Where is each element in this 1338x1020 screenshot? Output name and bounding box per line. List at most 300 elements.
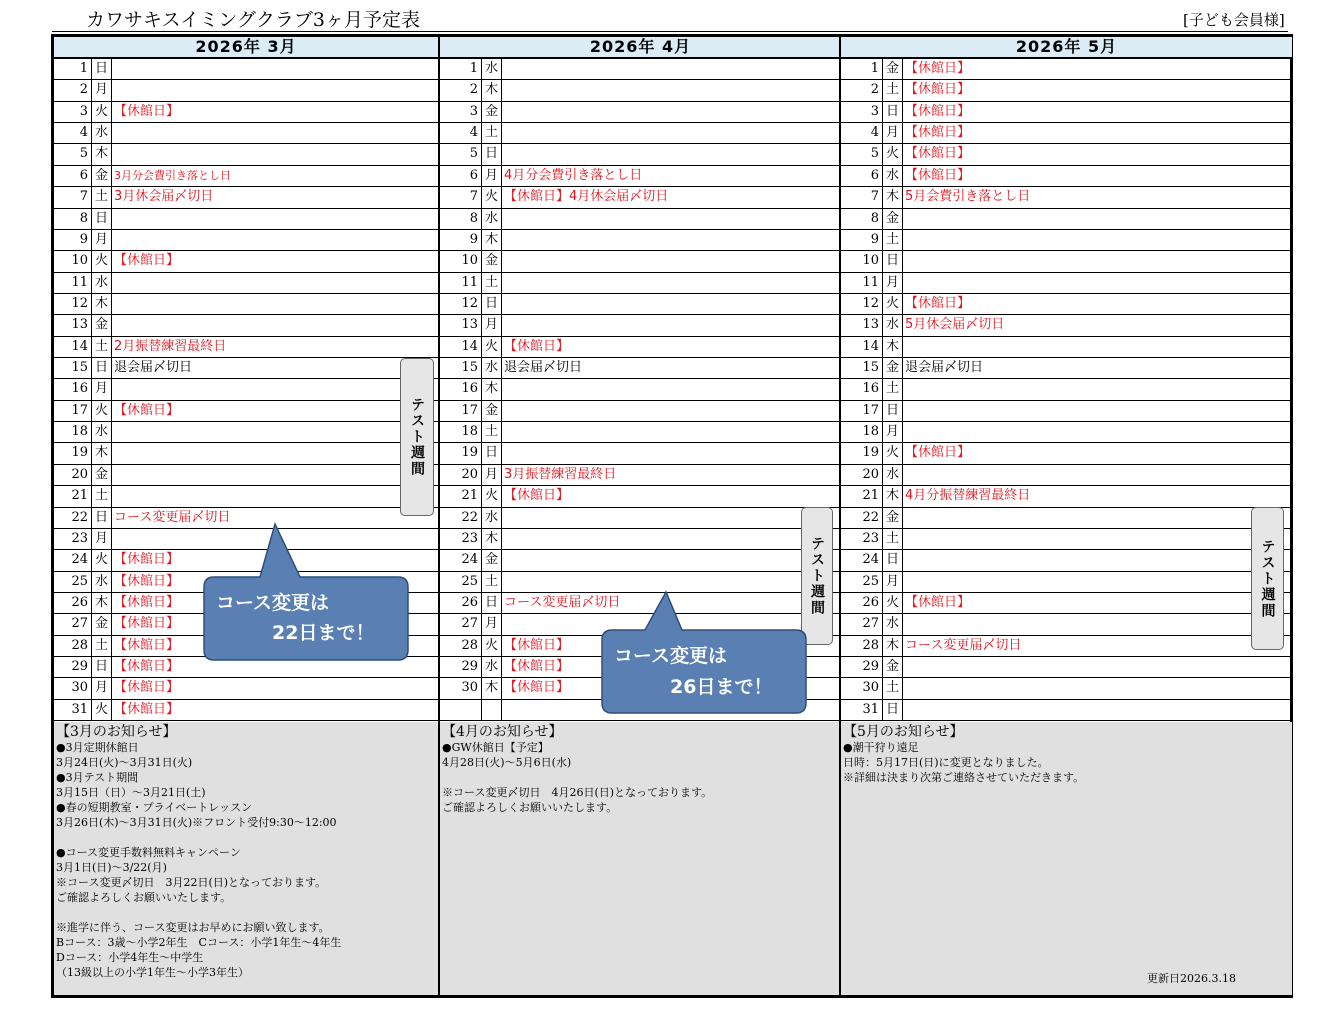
day-number: 26: [440, 593, 482, 613]
day-number: 30: [841, 678, 883, 698]
weekday: 土: [482, 422, 502, 442]
weekday: 土: [482, 572, 502, 592]
notice-box: [841, 722, 1292, 995]
day-event: [903, 273, 1292, 293]
weekday: 土: [883, 230, 903, 250]
day-number: 15: [54, 358, 92, 378]
day-row: [54, 187, 438, 208]
day-number: 9: [54, 230, 92, 250]
month-header: 2026年 4月: [440, 37, 841, 59]
day-number: 11: [440, 273, 482, 293]
notice-line: [56, 905, 436, 920]
day-row: [440, 273, 841, 294]
day-number: 29: [841, 657, 883, 677]
notice-heading: 【3月のお知らせ】: [56, 724, 177, 740]
weekday: 火: [92, 700, 112, 720]
weekday: 月: [92, 678, 112, 698]
day-event: [502, 572, 841, 592]
day-row: [841, 80, 1292, 101]
day-number: 2: [440, 80, 482, 100]
day-event: 退会届〆切日: [114, 360, 193, 376]
weekday: 金: [92, 315, 112, 335]
day-event: [112, 465, 438, 485]
day-event: 【休館日】: [114, 103, 180, 119]
weekday: 月: [482, 166, 502, 186]
day-row: [440, 508, 841, 529]
weekday: 水: [92, 273, 112, 293]
weekday: 水: [92, 123, 112, 143]
day-event: [903, 657, 1292, 677]
day-event: [903, 401, 1292, 421]
day-row: [841, 657, 1292, 678]
notice-line: ●3月テスト期間: [56, 771, 139, 784]
day-event: [112, 294, 438, 314]
weekday: 金: [883, 358, 903, 378]
day-row: [54, 379, 438, 400]
day-number: 25: [440, 572, 482, 592]
day-number: 22: [54, 508, 92, 528]
day-number: 3: [841, 102, 883, 122]
day-number: 15: [841, 358, 883, 378]
day-event: [502, 401, 841, 421]
notice-line: ご確認よろしくお願いいたします。: [56, 891, 232, 904]
day-row: [841, 614, 1292, 635]
notice-line: ●春の短期教室・プライベートレッスン: [56, 801, 253, 814]
day-event: [112, 443, 438, 463]
day-number: 28: [440, 636, 482, 656]
weekday: 木: [482, 230, 502, 250]
day-event: 3月休会届〆切日: [114, 189, 214, 205]
day-event: [502, 315, 841, 335]
day-number: 19: [440, 443, 482, 463]
callout-line1: コース変更は: [614, 645, 728, 667]
day-event: 【休館日】: [114, 680, 180, 696]
weekday: 日: [883, 102, 903, 122]
day-event: [903, 230, 1292, 250]
notice-line: 3月26日(木)～3月31日(火)※フロント受付9:30～12:00: [56, 816, 337, 829]
day-number: 10: [841, 251, 883, 271]
day-row: [440, 144, 841, 165]
notice-line: [442, 770, 839, 785]
weekday: 水: [883, 465, 903, 485]
day-event: 【休館日】: [905, 594, 971, 610]
day-event: [502, 59, 841, 79]
weekday: 金: [482, 251, 502, 271]
day-event: 退会届〆切日: [504, 360, 583, 376]
day-event: [903, 465, 1292, 485]
day-row: [440, 358, 841, 379]
day-event: [112, 486, 438, 506]
weekday: 水: [482, 59, 502, 79]
day-event: [502, 550, 841, 570]
day-number: 5: [54, 144, 92, 164]
day-number: 6: [841, 166, 883, 186]
weekday: 火: [482, 187, 502, 207]
day-number: 8: [54, 209, 92, 229]
day-number: 9: [440, 230, 482, 250]
day-event: 【休館日】: [504, 488, 570, 504]
day-event: [502, 102, 841, 122]
day-number: 1: [440, 59, 482, 79]
day-number: 31: [841, 700, 883, 720]
callout-line2: 22日まで！: [272, 622, 375, 644]
day-event: 4月分振替練習最終日: [905, 488, 1031, 504]
day-event: 5月会費引き落とし日: [905, 189, 1031, 205]
weekday: 日: [883, 251, 903, 271]
day-row: [841, 166, 1292, 187]
weekday: 日: [92, 209, 112, 229]
day-event: [112, 209, 438, 229]
day-row: [54, 401, 438, 422]
day-number: 24: [841, 550, 883, 570]
month-header: 2026年 3月: [54, 37, 438, 59]
weekday: 金: [92, 614, 112, 634]
day-number: 10: [54, 251, 92, 271]
weekday: 火: [92, 102, 112, 122]
day-event: 【休館日】: [114, 637, 180, 653]
weekday: 木: [482, 379, 502, 399]
page-title: カワサキスイミングクラブ3ヶ月予定表: [86, 9, 420, 31]
day-number: 22: [440, 508, 482, 528]
day-row: [440, 209, 841, 230]
day-row: [841, 401, 1292, 422]
notice-line: ●潮干狩り遠足: [843, 741, 919, 754]
day-number: 17: [54, 401, 92, 421]
notice-line: ※進学に伴う、コース変更はお早めにお願い致します。: [56, 921, 330, 934]
weekday: 土: [482, 273, 502, 293]
day-number: 15: [440, 358, 482, 378]
day-row: [54, 443, 438, 464]
day-row: [54, 465, 438, 486]
day-event: [903, 209, 1292, 229]
weekday: 火: [92, 401, 112, 421]
weekday: 木: [92, 593, 112, 613]
day-number: 13: [440, 315, 482, 335]
day-number: 21: [54, 486, 92, 506]
day-event: 【休館日】: [114, 552, 180, 568]
day-row: [841, 144, 1292, 165]
weekday: 月: [92, 230, 112, 250]
day-row: [54, 294, 438, 315]
weekday: 月: [92, 80, 112, 100]
day-row: [440, 123, 841, 144]
day-row: [440, 315, 841, 336]
weekday: 月: [482, 465, 502, 485]
month-header: 2026年 5月: [841, 37, 1292, 59]
weekday: 日: [92, 508, 112, 528]
day-number: 4: [841, 123, 883, 143]
weekday: 土: [883, 529, 903, 549]
day-event: [112, 144, 438, 164]
weekday: 金: [482, 550, 502, 570]
day-row: [841, 700, 1292, 721]
weekday: 水: [482, 508, 502, 528]
weekday: 土: [883, 80, 903, 100]
day-number: 4: [54, 123, 92, 143]
day-number: 13: [54, 315, 92, 335]
day-event: [502, 443, 841, 463]
day-number: 14: [440, 337, 482, 357]
day-event: [502, 508, 841, 528]
weekday: 日: [883, 700, 903, 720]
weekday: 日: [92, 657, 112, 677]
day-row: [841, 465, 1292, 486]
day-number: 25: [841, 572, 883, 592]
day-row: [841, 508, 1292, 529]
day-row: [440, 486, 841, 507]
weekday: 月: [883, 123, 903, 143]
day-number: 24: [54, 550, 92, 570]
member-type-label: [子ども会員様]: [1183, 11, 1285, 29]
day-number: 8: [841, 209, 883, 229]
day-number: 26: [54, 593, 92, 613]
day-number: 26: [841, 593, 883, 613]
day-row: [841, 358, 1292, 379]
day-number: 23: [841, 529, 883, 549]
day-row: [841, 486, 1292, 507]
day-number: 30: [54, 678, 92, 698]
day-row: [841, 230, 1292, 251]
day-row: [841, 678, 1292, 699]
weekday: 水: [482, 209, 502, 229]
weekday: 金: [482, 102, 502, 122]
day-row: [440, 251, 841, 272]
test-week-tag-march: テスト週間: [400, 358, 434, 516]
notice-box: [440, 722, 841, 995]
weekday: 木: [883, 187, 903, 207]
day-row: [841, 337, 1292, 358]
day-row: [841, 443, 1292, 464]
day-event: [903, 251, 1292, 271]
notice-line: 3月15日（日）～3月21日(土): [56, 786, 206, 799]
day-number: 1: [54, 59, 92, 79]
day-event: 【休館日】: [114, 659, 180, 675]
day-number: 16: [841, 379, 883, 399]
callout-line2: 26日まで！: [670, 676, 773, 698]
day-number: 3: [440, 102, 482, 122]
day-row: [841, 123, 1292, 144]
day-row: [54, 358, 438, 379]
day-event: 【休館日】: [905, 146, 971, 162]
day-number: 5: [440, 144, 482, 164]
day-row: [440, 166, 841, 187]
weekday: 土: [92, 337, 112, 357]
day-number: 10: [440, 251, 482, 271]
day-number: 23: [54, 529, 92, 549]
day-event: 2月振替練習最終日: [114, 338, 227, 354]
weekday: 金: [883, 508, 903, 528]
day-row: [841, 273, 1292, 294]
day-row: [841, 593, 1292, 614]
day-row: [54, 315, 438, 336]
day-row: [841, 422, 1292, 443]
day-event: 【休館日】4月休会届〆切日: [504, 189, 669, 205]
day-number: 28: [841, 636, 883, 656]
day-number: 12: [54, 294, 92, 314]
weekday: 木: [883, 636, 903, 656]
weekday: 土: [883, 379, 903, 399]
day-row: [841, 209, 1292, 230]
weekday: 金: [482, 401, 502, 421]
weekday: 月: [92, 529, 112, 549]
day-event: 【休館日】: [905, 125, 971, 141]
weekday: 木: [482, 678, 502, 698]
day-number: 29: [440, 657, 482, 677]
day-row: [54, 209, 438, 230]
day-number: 7: [440, 187, 482, 207]
weekday: 火: [92, 550, 112, 570]
weekday: 木: [92, 144, 112, 164]
callout-bubble-march: [202, 522, 412, 664]
day-row: [440, 401, 841, 422]
day-number: 2: [54, 80, 92, 100]
day-event: [112, 379, 438, 399]
day-row: [54, 166, 438, 187]
day-row: [54, 486, 438, 507]
day-number: 14: [54, 337, 92, 357]
day-row: [440, 230, 841, 251]
notice-heading: 【5月のお知らせ】: [843, 724, 964, 740]
day-number: 11: [54, 273, 92, 293]
weekday: 水: [883, 315, 903, 335]
day-row: [54, 251, 438, 272]
day-event: コース変更届〆切日: [504, 594, 621, 610]
day-row: [54, 144, 438, 165]
weekday: 日: [92, 358, 112, 378]
weekday: 火: [883, 593, 903, 613]
weekday: 土: [482, 123, 502, 143]
day-row: [54, 102, 438, 123]
day-number: 16: [54, 379, 92, 399]
day-event: [112, 80, 438, 100]
day-row: [54, 230, 438, 251]
weekday: 木: [883, 486, 903, 506]
day-number: 9: [841, 230, 883, 250]
month-column-march: [54, 37, 438, 995]
weekday: 月: [883, 273, 903, 293]
day-event: [903, 529, 1292, 549]
weekday: 水: [482, 657, 502, 677]
day-event: 【休館日】: [504, 680, 570, 696]
day-number: 6: [54, 166, 92, 186]
day-event: コース変更届〆切日: [114, 509, 231, 525]
day-number: 2: [841, 80, 883, 100]
day-event: [502, 144, 841, 164]
day-event: 【休館日】: [114, 594, 180, 610]
weekday: 火: [883, 294, 903, 314]
day-event: [112, 123, 438, 143]
day-row: [440, 337, 841, 358]
weekday: 金: [883, 657, 903, 677]
day-number: 5: [841, 144, 883, 164]
day-number: 6: [440, 166, 482, 186]
day-number: 20: [440, 465, 482, 485]
notice-line: ●3月定期休館日: [56, 741, 139, 754]
day-row: [54, 123, 438, 144]
day-number: 3: [54, 102, 92, 122]
day-number: 16: [440, 379, 482, 399]
notice-line: ※詳細は決まり次第ご連絡させていただきます。: [843, 771, 1085, 784]
notice-line: ※コース変更〆切日 3月22日(日)となっております。: [56, 876, 327, 889]
day-event: 【休館日】: [905, 82, 971, 98]
callout-line1: コース変更は: [216, 592, 330, 614]
weekday: 土: [92, 187, 112, 207]
day-row: [841, 379, 1292, 400]
day-number: 29: [54, 657, 92, 677]
day-event: [903, 572, 1292, 592]
day-number: 25: [54, 572, 92, 592]
notice-line: [56, 830, 436, 845]
weekday: [482, 700, 502, 720]
weekday: 金: [883, 59, 903, 79]
day-number: 7: [841, 187, 883, 207]
day-number: 4: [440, 123, 482, 143]
day-row: [54, 337, 438, 358]
day-event: [112, 273, 438, 293]
day-number: 18: [440, 422, 482, 442]
weekday: 水: [92, 572, 112, 592]
day-event: [903, 508, 1292, 528]
day-event: [112, 315, 438, 335]
day-number: 14: [841, 337, 883, 357]
day-row: [841, 59, 1292, 80]
weekday: 日: [482, 443, 502, 463]
day-event: [903, 422, 1292, 442]
weekday: 日: [482, 593, 502, 613]
day-event: [903, 678, 1292, 698]
day-event: 3月振替練習最終日: [504, 466, 617, 482]
test-week-tag-april: テスト週間: [801, 507, 833, 645]
day-event: [903, 700, 1292, 720]
day-number: 8: [440, 209, 482, 229]
day-event: [112, 230, 438, 250]
notice-line: 3月24日(火)～3月31日(火): [56, 756, 193, 769]
day-row: [841, 572, 1292, 593]
day-number: 24: [440, 550, 482, 570]
weekday: 木: [883, 337, 903, 357]
weekday: 水: [482, 358, 502, 378]
weekday: 火: [482, 337, 502, 357]
weekday: 土: [92, 636, 112, 656]
weekday: 木: [482, 529, 502, 549]
day-row: [841, 529, 1292, 550]
day-event: 【休館日】: [905, 61, 971, 76]
notice-line: Dコース：小学4年生～中学生: [56, 951, 204, 964]
title-underline: [52, 31, 1288, 32]
day-event: 【休館日】: [114, 701, 180, 717]
day-event: 3月分会費引き落とし日: [114, 168, 231, 182]
weekday: 土: [883, 678, 903, 698]
notice-line: ご確認よろしくお願いいたします。: [442, 801, 618, 814]
day-event: 【休館日】: [114, 402, 180, 418]
day-event: 【休館日】: [504, 637, 570, 653]
weekday: 火: [92, 251, 112, 271]
day-number: 19: [54, 443, 92, 463]
day-event: [502, 123, 841, 143]
weekday: 水: [883, 166, 903, 186]
notice-line: ●コース変更手数料無料キャンペーン: [56, 846, 241, 859]
day-event: [502, 379, 841, 399]
day-event: [502, 422, 841, 442]
day-event: 【休館日】: [905, 103, 971, 119]
day-row: [440, 187, 841, 208]
weekday: 水: [883, 614, 903, 634]
day-row: [440, 465, 841, 486]
day-row: [841, 636, 1292, 657]
day-number: 18: [841, 422, 883, 442]
notice-line: Bコース：3歳～小学2年生 Cコース：小学1年生～4年生: [56, 936, 342, 949]
day-row: [54, 678, 438, 699]
